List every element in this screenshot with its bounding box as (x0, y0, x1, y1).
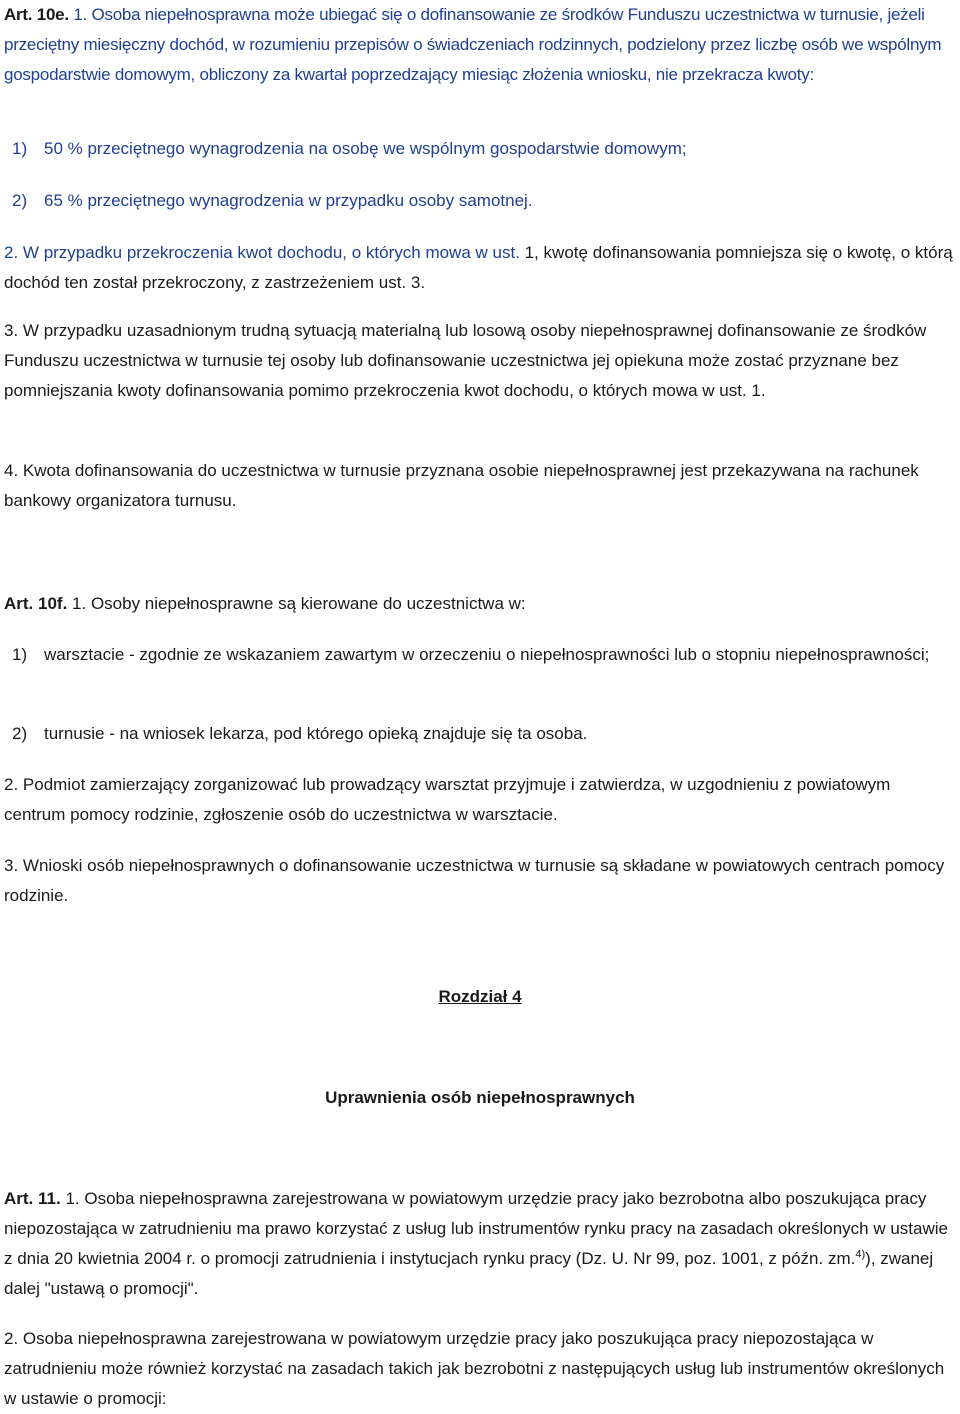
art-10f-paragraph-3 (4, 851, 956, 911)
paragraph-text: Osoba niepełnosprawna zarejestrowana w powiatowym urzędzie pracy jako bezrobotna albo poszukująca pracy niepozostająca w zatrudnieniu ma prawo korzystać z usług lub instrumentów rynku pracy na zasadach określonych w ustawie z dnia 20 kwietnia 2004 r. o promocji zatrudnienia i instytucjach rynku pracy (Dz. U. Nr 99, poz. 1001, z późn. zm. (4, 1189, 948, 1268)
art-10e-list-item-2 (4, 186, 956, 216)
chapter-number-text: Rozdział 4 (438, 987, 522, 1006)
art-11-paragraph-1 (4, 1184, 956, 1304)
paragraph-text: W przypadku przekroczenia kwot dochodu, o których mowa w ust. (22, 243, 520, 262)
paragraph-text: Osoba niepełnosprawna zarejestrowana w powiatowym urzędzie pracy jako poszukująca pracy niepozostająca w zatrudnieniu może również korzystać na zasadach takich jak bezrobotni z następujących usług lub instrumentów określonych w ustawie o promocji: (4, 1329, 945, 1408)
paragraph-text-continued: zostać przyznane bez pomniejszania kwoty dofinansowania pomimo przekroczenia kwot dochodu, o których mowa w ust. 1. (4, 351, 899, 400)
art-10f-list-item-1 (4, 640, 956, 670)
paragraph-number: 1. (65, 1189, 80, 1208)
chapter-title (4, 1083, 956, 1113)
chapter-title-text: Uprawnienia osób niepełnosprawnych (325, 1088, 635, 1107)
art-11-paragraph-2 (4, 1324, 956, 1414)
paragraph-number: 1. (73, 5, 88, 24)
paragraph-number: 1. (72, 594, 87, 613)
article-heading: Art. 10f. (4, 594, 68, 613)
paragraph-number: 3. (4, 856, 19, 875)
art-10f-list-item-2 (4, 719, 956, 749)
paragraph-number: 2. (4, 243, 19, 262)
art-10f-paragraph-1 (4, 589, 956, 619)
paragraph-text: Osoby niepełnosprawne są kierowane do uczestnictwa w: (90, 594, 526, 613)
art-10e-paragraph-2 (4, 238, 956, 298)
list-item-text: 50 % przeciętnego wynagrodzenia na osobę we wspólnym gospodarstwie domowym; (44, 139, 687, 158)
list-item-number: 1) (12, 645, 28, 664)
list-item-number: 1) (12, 139, 28, 158)
paragraph-text: Osoba niepełnosprawna może ubiegać się o dofinansowanie ze środków Funduszu uczestnictwa w turnusie, jeżeli przeciętny miesięczny dochód, w rozumieniu przepisów o świadczeniach rodzinnych, podzielony przez liczbę osób we wspólnym gospodarstwie domowym, obliczony za kwartał poprzedzający miesiąc złożenia wniosku, nie przekracza kwoty: (4, 5, 942, 84)
chapter-number (4, 982, 956, 1012)
art-10f-paragraph-2 (4, 770, 956, 830)
paragraph-text-continued: ), zwanej dalej "ustawą o promocji". (4, 1249, 934, 1298)
art-10e-paragraph-3 (4, 316, 956, 406)
paragraph-text: Kwota dofinansowania do uczestnictwa w turnusie przyznana osobie niepełnosprawnej jest przekazywana na rachunek bankowy organizatora turnusu. (4, 461, 919, 510)
list-item-text: warsztacie - zgodnie ze wskazaniem zawartym w orzeczeniu o niepełnosprawności lub o stopniu niepełnosprawności; (44, 645, 930, 664)
paragraph-number: 4. (4, 461, 19, 480)
list-item-text: turnusie - na wniosek lekarza, pod którego opieką znajduje się ta osoba. (44, 724, 588, 743)
article-heading: Art. 11. (4, 1189, 61, 1208)
paragraph-number: 2. (4, 775, 19, 794)
paragraph-text: W przypadku uzasadnionym trudną sytuacją materialną lub losową osoby niepełnosprawnej dofinansowanie ze środków Funduszu uczestnictwa w turnusie tej osoby lub dofinansowanie uczestnictwa jej opiekuna może (4, 321, 927, 370)
paragraph-number: 2. (4, 1329, 19, 1348)
paragraph-text: Podmiot zamierzający zorganizować lub prowadzący warsztat przyjmuje i zatwierdza, w uzgodnieniu z powiatowym centrum pomocy rodzinie, zgłoszenie osób do uczestnictwa w warsztacie. (4, 775, 891, 824)
article-heading: Art. 10e. (4, 5, 69, 24)
list-item-text: 65 % przeciętnego wynagrodzenia w przypadku osoby samotnej. (44, 191, 533, 210)
paragraph-number: 3. (4, 321, 19, 340)
list-item-number: 2) (12, 724, 28, 743)
paragraph-text-continued: 1, kwotę dofinansowania pomniejsza się o kwotę, o którą dochód ten został przekroczony, z zastrzeżeniem ust. 3. (4, 243, 953, 292)
list-item-number: 2) (12, 191, 28, 210)
art-10e-paragraph-4 (4, 456, 956, 516)
art-10e-paragraph-1 (4, 0, 956, 90)
footnote-marker: 4) (855, 1248, 866, 1261)
art-10e-list-item-1 (4, 134, 956, 164)
paragraph-text: Wnioski osób niepełnosprawnych o dofinansowanie uczestnictwa w turnusie są składane w powiatowych centrach pomocy rodzinie. (4, 856, 945, 905)
